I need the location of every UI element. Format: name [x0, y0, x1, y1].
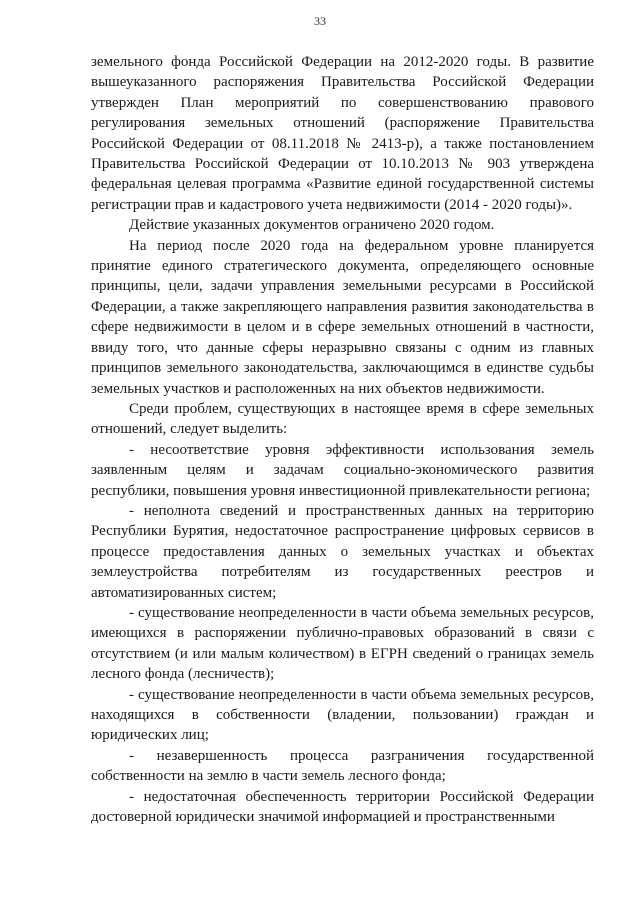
- document-body: [91, 52, 594, 827]
- page-number: 33: [314, 14, 326, 28]
- list-item-efficiency: - несоответствие уровня эффективности использования земель заявленным целям и задачам социально-экономического развития республики, повышения уровня инвестиционной привлекательности региона;: [91, 441, 594, 499]
- paragraph-after-2020: На период после 2020 года на федеральном уровне планируется принятие единого стратегического документа, определяющего основные принципы, цели, задачи управления земельными ресурсами в Российской Федерации, а также закрепляющего направления развития законодательства в сфере недвижимости в целом и в сфере земельных отношений в частности, ввиду того, что данные сферы неразрывно связаны с одним из главных принципов земельного законодательства, заключающимся в единстве судьбы земельных участков и расположенных на них объектов недвижимости.: [91, 237, 594, 397]
- list-item-private-ownership: - существование неопределенности в части объема земельных ресурсов, находящихся в собственности (владении, пользовании) граждан и юридических лиц;: [91, 686, 594, 744]
- list-item-delimitation: - незавершенность процесса разграничения государственной собственности на землю в части земель лесного фонда;: [91, 747, 594, 785]
- list-item-forest-fund-boundaries: - существование неопределенности в части объема земельных ресурсов, имеющихся в распоряжении публично-правовых образований в связи с отсутствием (и или малым количеством) в ЕГРН сведений о границах земель лесного фонда (лесничеств);: [91, 604, 594, 683]
- paragraph-continuation: земельного фонда Российской Федерации на 2012-2020 годы. В развитие вышеуказанного распоряжения Правительства Российской Федерации утвержден План мероприятий по совершенствованию правового регулирования земельных отношений (распоряжение Правительства Российской Федерации от 08.11.2018 № 2413-р), а также постановлением Правительства Российской Федерации от 10.10.2013 № 903 утверждена федеральная целевая программа «Развитие единой государственной системы регистрации прав и кадастрового учета недвижимости (2014 - 2020 годы)».: [91, 54, 594, 213]
- list-item-insufficient-information: - недостаточная обеспеченность территории Российской Федерации достоверной юридически значимой информацией и пространственными: [91, 788, 594, 826]
- paragraph-documents-validity: Действие указанных документов ограничено 2020 годом.: [129, 217, 495, 234]
- list-item-incomplete-data: - неполнота сведений и пространственных данных на территорию Республики Бурятия, недостаточное распространение цифровых сервисов в процессе предоставления данных о земельных участках и объектах землеустройства потребителям из государственных реестров и автоматизированных систем;: [91, 502, 594, 601]
- paragraph-problems-intro: Среди проблем, существующих в настоящее время в сфере земельных отношений, следует выделить:: [91, 400, 594, 438]
